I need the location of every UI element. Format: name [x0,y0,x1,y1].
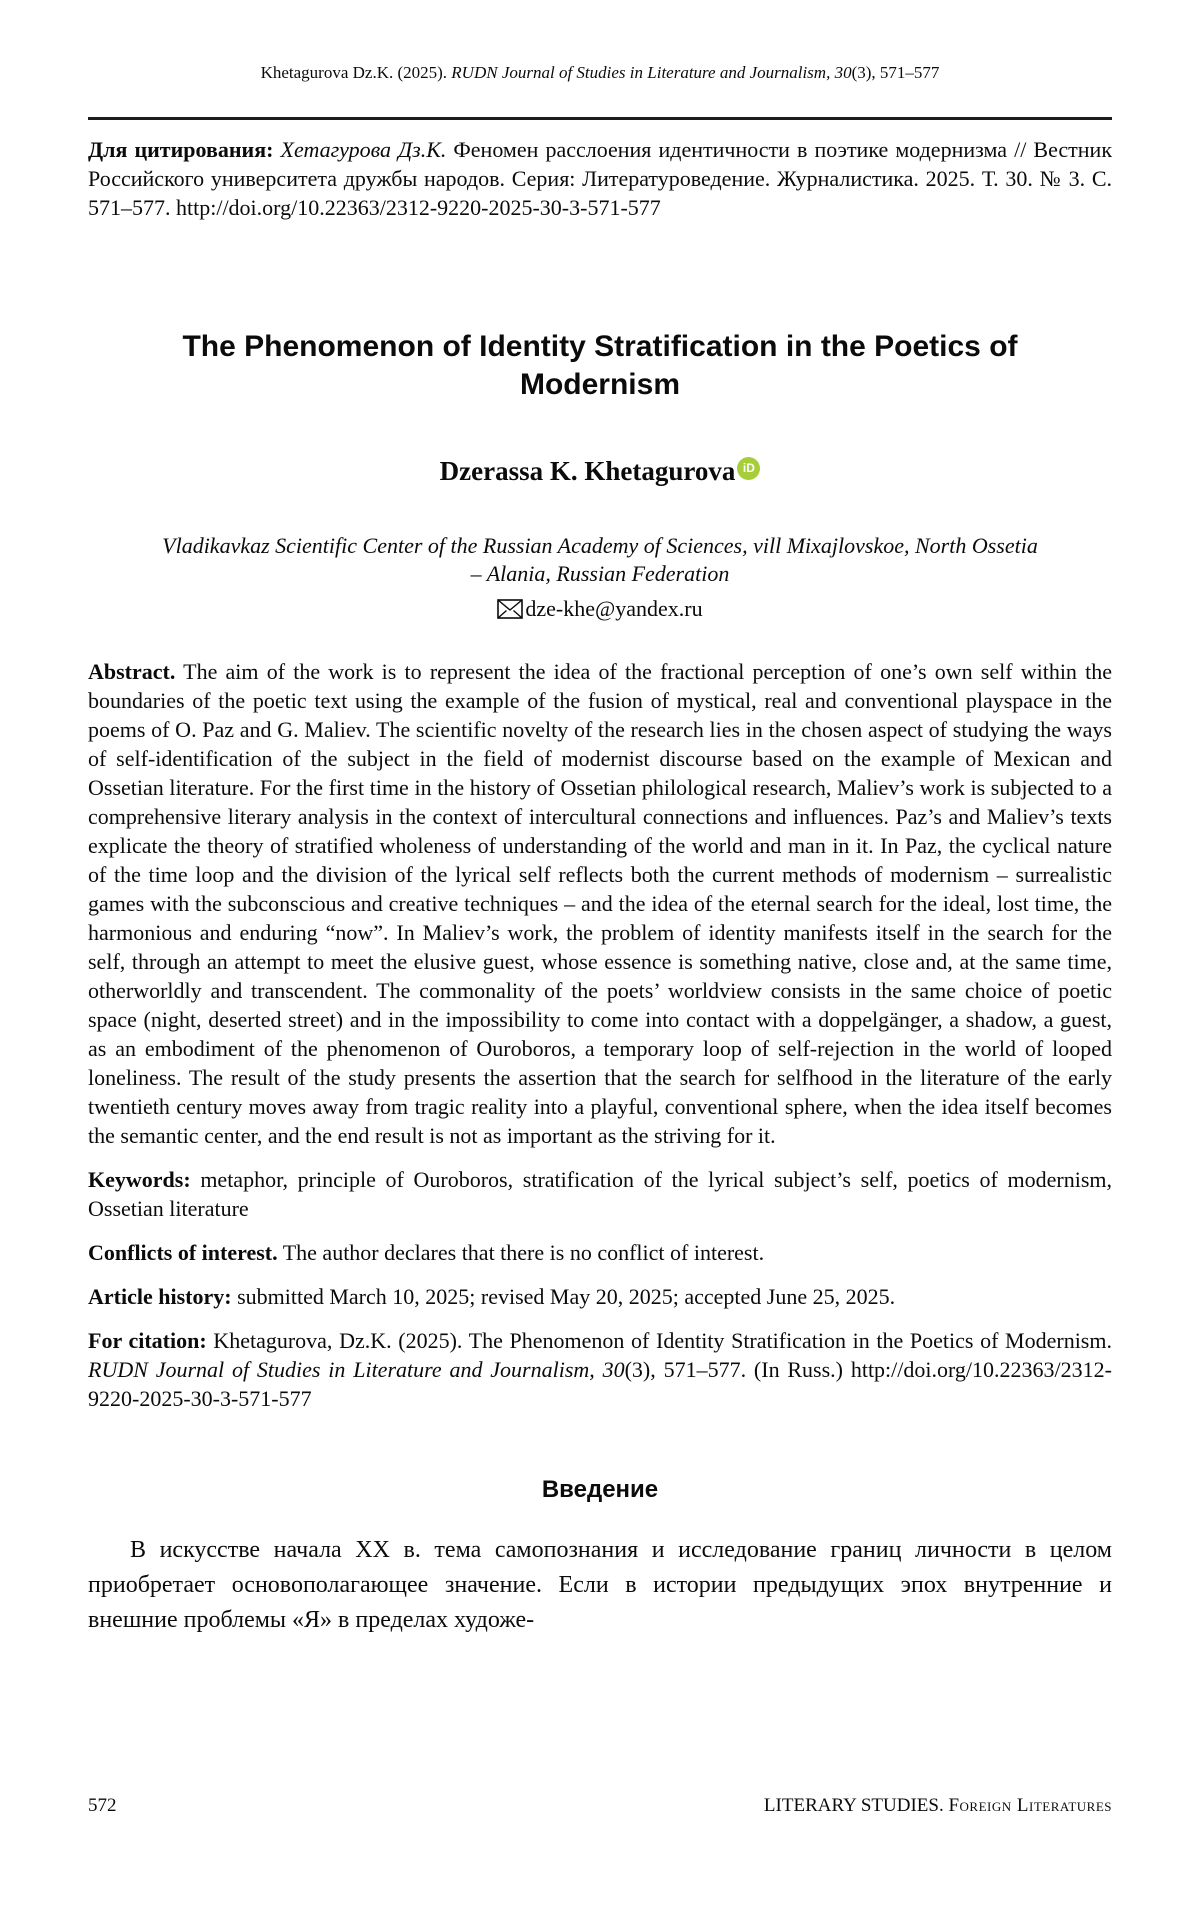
for-citation-block [88,1326,1112,1413]
author-line [88,456,1112,486]
conflicts-label: Conflicts of interest. [88,1240,278,1265]
header-rule [88,117,1112,120]
russian-citation-text: Феномен расслоения идентичности в поэтике модернизма // Вестник Российского университета дружбы народов. Серия: Литературоведение. Журналистика. 2025. Т. 30. № 3. С. 571–577. http://doi.org/10.22363/2312-9220-2025-30-3-571-577 [88,137,1113,220]
running-title-subsection: Foreign Literatures [948,1795,1112,1816]
abstract-block [88,657,1112,1150]
russian-citation-label: Для цитирования: [88,137,274,162]
envelope-icon [497,599,523,619]
page-footer [88,1794,1112,1818]
article-history-text: submitted March 10, 2025; revised May 20, 2025; accepted June 25, 2025. [231,1284,896,1309]
article-title: The Phenomenon of Identity Stratification in the Poetics of Modernism [182,330,1018,401]
running-header-author: Khetagurova Dz.K. (2025). [260,63,452,82]
email-line [88,595,1112,623]
russian-citation-block [88,135,1112,222]
russian-citation-author: Хетагурова Дз.К. [273,137,454,162]
email-address: dze-khe@yandex.ru [525,596,703,621]
conflicts-text: The author declares that there is no conflict of interest. [277,1240,765,1265]
article-history-block [88,1282,1112,1311]
abstract-label: Abstract. [88,659,176,684]
keywords-label: Keywords: [88,1167,191,1192]
for-citation-label: For citation: [88,1328,207,1353]
running-header-journal: RUDN Journal of Studies in Literature and Journalism, 30 [451,63,852,82]
section-heading-introduction: Введение [541,1476,659,1503]
keywords-text: metaphor, principle of Ouroboros, stratification of the lyrical subject’s self, poetics of modernism, Ossetian literature [88,1167,1112,1221]
for-citation-text-after: (3), 571–577. (In Russ.) http://doi.org/10.22363/2312-9220-2025-30-3-571-577 [88,1357,1112,1411]
conflicts-block [88,1238,1112,1267]
keywords-block [88,1165,1112,1223]
running-header [88,62,1112,84]
abstract-text: The aim of the work is to represent the idea of the fractional perception of one’s own self within the boundaries of the poetic text using the example of the fusion of mystical, real and conventional playspace in the poems of O. Paz and G. Maliev. The scientific novelty of the research lies in the chosen aspect of studying the ways of self-identification of the subject in the field of modernist discourse based on the example of Mexican and Ossetian literature. For the first time in the history of Ossetian philological research, Maliev’s work is subjected to a comprehensive literary analysis in the context of intercultural connections and influences. Paz’s and Maliev’s texts explicate the theory of stratified wholeness of understanding of the world and man in it. In Paz, the cyclical nature of the time loop and the division of the lyrical self reflects both the current methods of modernism – surrealistic games with the subconscious and creative techniques – and the idea of the eternal search for the ideal, lost time, the harmonious and enduring “now”. In Maliev’s work, the problem of identity manifests itself in the search for the self, through an attempt to meet the elusive guest, whose essence is something native, close and, at the same time, otherworldly and transcendent. The commonality of the poets’ worldview consists in the same choice of poetic space (night, deserted street) and in the impossibility to come into contact with a doppelgänger, a shadow, a guest, as an embodiment of the phenomenon of Ouroboros, a temporary loop of self-rejection in the world of looped loneliness. The result of the study presents the assertion that the search for selfhood in the literature of the early twentieth century moves away from tragic reality into a playful, conventional sphere, when the idea itself becomes the semantic center, and the end result is not as important as the striving for it. [88,659,1112,1148]
for-citation-text-before: Khetagurova, Dz.K. (2025). The Phenomenon of Identity Stratification in the Poetics of Modernism. [206,1328,1112,1353]
article-history-label: Article history: [88,1284,232,1309]
running-title [764,1794,1112,1818]
running-title-section: LITERARY STUDIES. [763,1795,949,1816]
orcid-icon: iD [737,457,760,480]
author-name: Dzerassa K. Khetagurova [439,456,736,486]
introduction-paragraph: В искусстве начала XX в. тема самопознания и исследование границ личности в целом приобретает основополагающее значение. Если в истории предыдущих эпох внутренние и внешние проблемы «Я» в пределах художе- [88,1537,1112,1633]
for-citation-journal: RUDN Journal of Studies in Literature and Journalism, 30 [88,1357,625,1382]
affiliation: Vladikavkaz Scientific Center of the Russian Academy of Sciences, vill Mixajlovskoe, North Ossetia – Alania, Russian Federation [162,533,1038,586]
running-header-issue: (3), 571–577 [851,63,940,82]
page-number: 572 [88,1795,117,1816]
